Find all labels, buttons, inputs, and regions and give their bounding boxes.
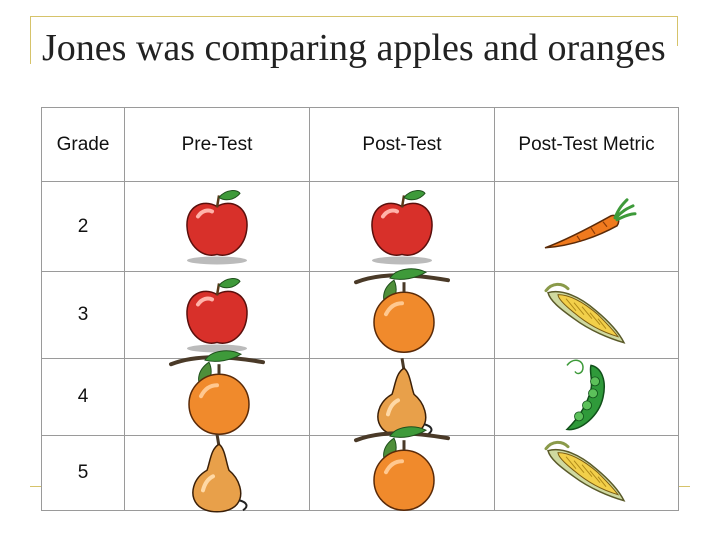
table-row (42, 436, 679, 511)
apple-icon (178, 186, 256, 264)
header-post-test-metric: Post-Test Metric (495, 108, 679, 182)
corn-icon (542, 439, 632, 505)
orange-icon (352, 268, 452, 358)
apple-icon (363, 186, 441, 264)
pre-test-cell (125, 272, 310, 359)
slide-frame-top-line (30, 16, 678, 17)
grade-cell: 3 (42, 272, 125, 359)
orange-icon (167, 350, 267, 440)
slide-title: Jones was comparing apples and oranges (42, 27, 666, 69)
table-row (42, 272, 679, 359)
slide-frame-left-line (30, 16, 31, 64)
table-row (42, 182, 679, 272)
header-pre-test: Pre-Test (125, 108, 310, 182)
post-test-metric-cell (495, 436, 679, 511)
post-test-cell (310, 272, 495, 359)
post-test-metric-cell (495, 359, 679, 436)
post-test-cell (310, 182, 495, 272)
grade-cell: 5 (42, 436, 125, 511)
pre-test-cell (125, 436, 310, 511)
table-header-row (42, 108, 679, 182)
header-grade: Grade (42, 108, 125, 182)
post-test-metric-cell (495, 272, 679, 359)
slide-frame-right-line (677, 16, 678, 46)
apple-icon (178, 274, 256, 352)
orange-icon (352, 426, 452, 516)
pea-pod-icon (557, 355, 617, 435)
table-row (42, 359, 679, 436)
pre-test-cell (125, 182, 310, 272)
carrot-icon (537, 195, 637, 255)
post-test-cell (310, 359, 495, 436)
post-test-metric-cell (495, 182, 679, 272)
pre-test-cell (125, 359, 310, 436)
header-post-test: Post-Test (310, 108, 495, 182)
pear-icon (177, 428, 257, 514)
grade-cell: 4 (42, 359, 125, 436)
grade-cell: 2 (42, 182, 125, 272)
post-test-cell (310, 436, 495, 511)
comparison-table (41, 107, 679, 511)
corn-icon (542, 281, 632, 347)
